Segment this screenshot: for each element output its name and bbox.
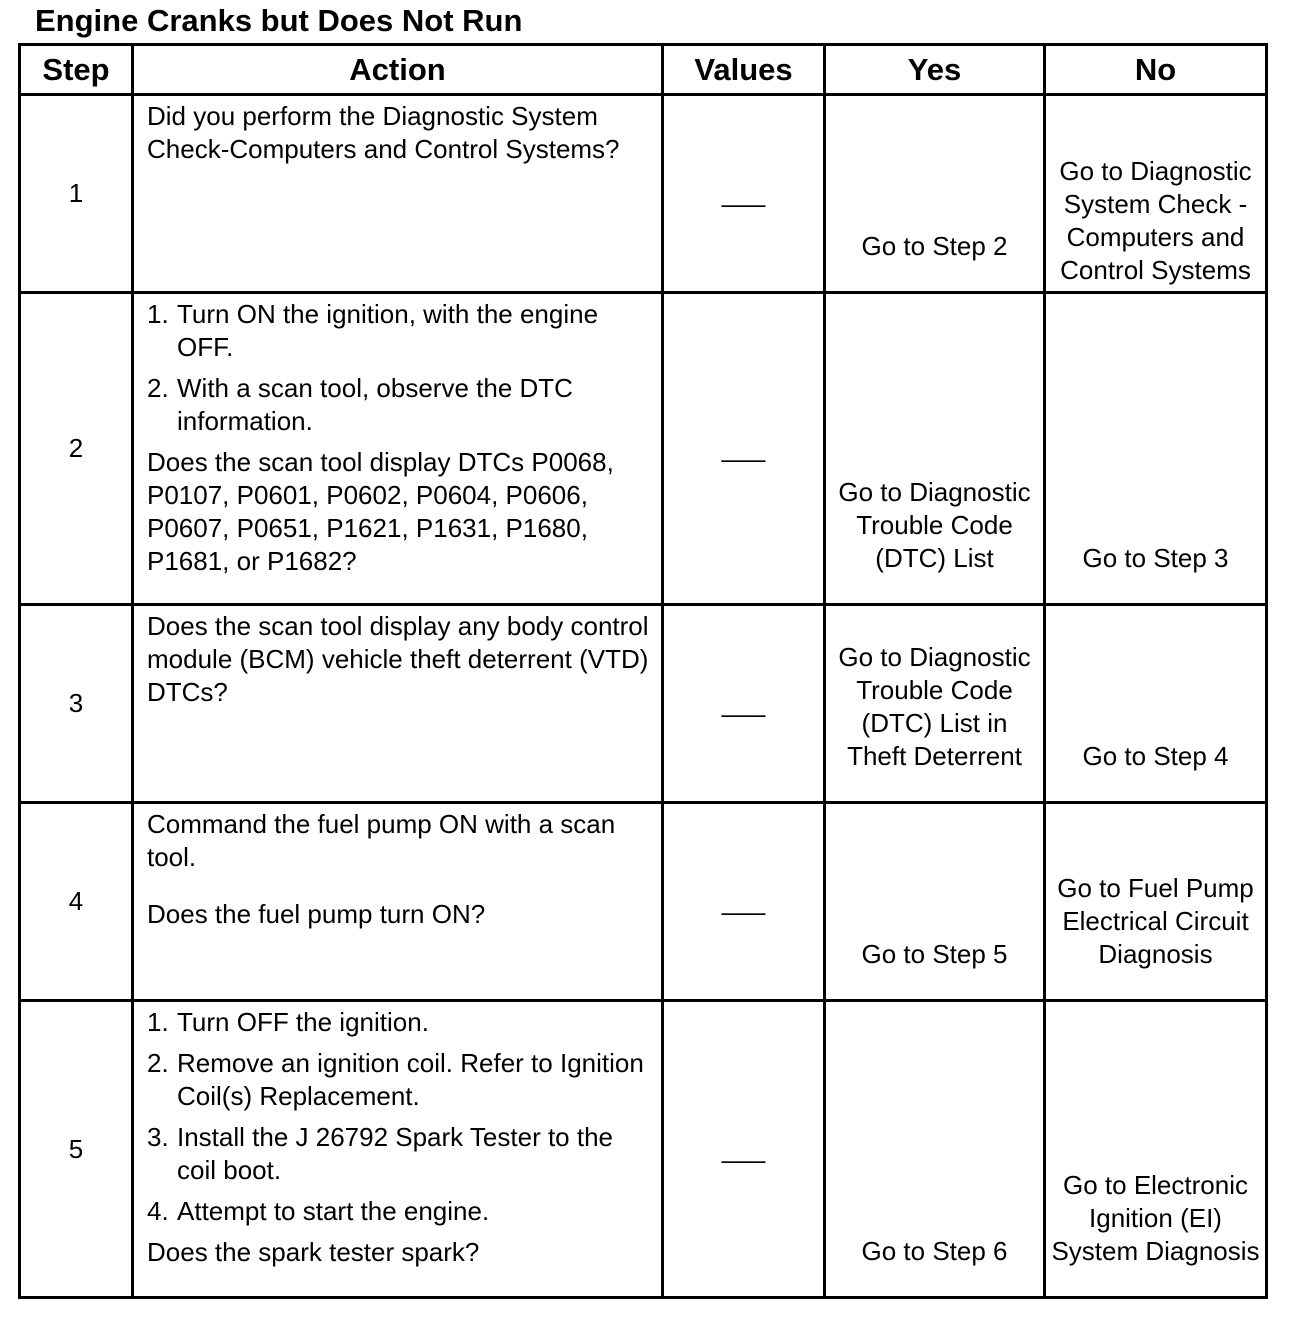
action-instruction: Command the fuel pump ON with a scan tool. <box>147 809 616 872</box>
yes-cell: Go to Diagnostic Trouble Code (DTC) List <box>825 293 1045 605</box>
table-row <box>20 95 1267 293</box>
no-cell: Go to Fuel Pump Electrical Circuit Diagnosis <box>1045 803 1267 1001</box>
no-cell: Go to Step 3 <box>1045 293 1267 605</box>
action-question: Does the scan tool display any body control module (BCM) vehicle theft deterrent (VTD) DTCs? <box>147 611 649 707</box>
yes-cell: Go to Step 5 <box>825 803 1045 1001</box>
list-item: 1. Turn OFF the ignition. <box>147 1007 429 1037</box>
list-item: 2. Remove an ignition coil. Refer to Ignition Coil(s) Replacement. <box>147 1048 644 1111</box>
values-cell: ___ <box>663 803 825 1001</box>
values-cell: ___ <box>663 95 825 293</box>
table-row <box>20 1001 1267 1298</box>
yes-cell: Go to Diagnostic Trouble Code (DTC) List in Theft Deterrent <box>825 605 1045 803</box>
header-row <box>20 45 1267 95</box>
step-number: 1 <box>20 95 133 293</box>
step-number: 2 <box>20 293 133 605</box>
header-no: No <box>1045 45 1267 95</box>
action-cell <box>133 803 663 1001</box>
step-number: 5 <box>20 1001 133 1298</box>
no-cell: Go to Electronic Ignition (EI) System Diagnosis <box>1045 1001 1267 1298</box>
action-question: Did you perform the Diagnostic System Check-Computers and Control Systems? <box>147 101 620 164</box>
action-cell <box>133 293 663 605</box>
header-values: Values <box>663 45 825 95</box>
diagnostic-table <box>18 43 1268 1299</box>
values-cell: ___ <box>663 1001 825 1298</box>
no-cell: Go to Step 4 <box>1045 605 1267 803</box>
page-title: Engine Cranks but Does Not Run <box>35 3 523 38</box>
list-item: 3. Install the J 26792 Spark Tester to the coil boot. <box>147 1122 614 1185</box>
yes-cell: Go to Step 6 <box>825 1001 1045 1298</box>
step-number: 4 <box>20 803 133 1001</box>
header-step: Step <box>20 45 133 95</box>
list-item: 2. With a scan tool, observe the DTC information. <box>147 373 573 436</box>
table-row <box>20 803 1267 1001</box>
list-item: 4. Attempt to start the engine. <box>147 1196 490 1226</box>
action-question: Does the fuel pump turn ON? <box>147 899 486 929</box>
action-cell <box>133 1001 663 1298</box>
header-yes: Yes <box>825 45 1045 95</box>
header-action: Action <box>133 45 663 95</box>
no-cell: Go to Diagnostic System Check - Computers and Control Systems <box>1045 95 1267 293</box>
list-item: 1. Turn ON the ignition, with the engine OFF. <box>147 299 599 362</box>
step-number: 3 <box>20 605 133 803</box>
table-row <box>20 605 1267 803</box>
action-cell <box>133 605 663 803</box>
action-question: Does the spark tester spark? <box>147 1237 480 1267</box>
values-cell: ___ <box>663 605 825 803</box>
values-cell: ___ <box>663 293 825 605</box>
action-cell <box>133 95 663 293</box>
yes-cell: Go to Step 2 <box>825 95 1045 293</box>
action-question: Does the scan tool display DTCs P0068, P0107, P0601, P0602, P0604, P0606, P0607, P0651, P1621, P1631, P1680, P1681, or P1682? <box>147 447 614 576</box>
table-row <box>20 293 1267 605</box>
